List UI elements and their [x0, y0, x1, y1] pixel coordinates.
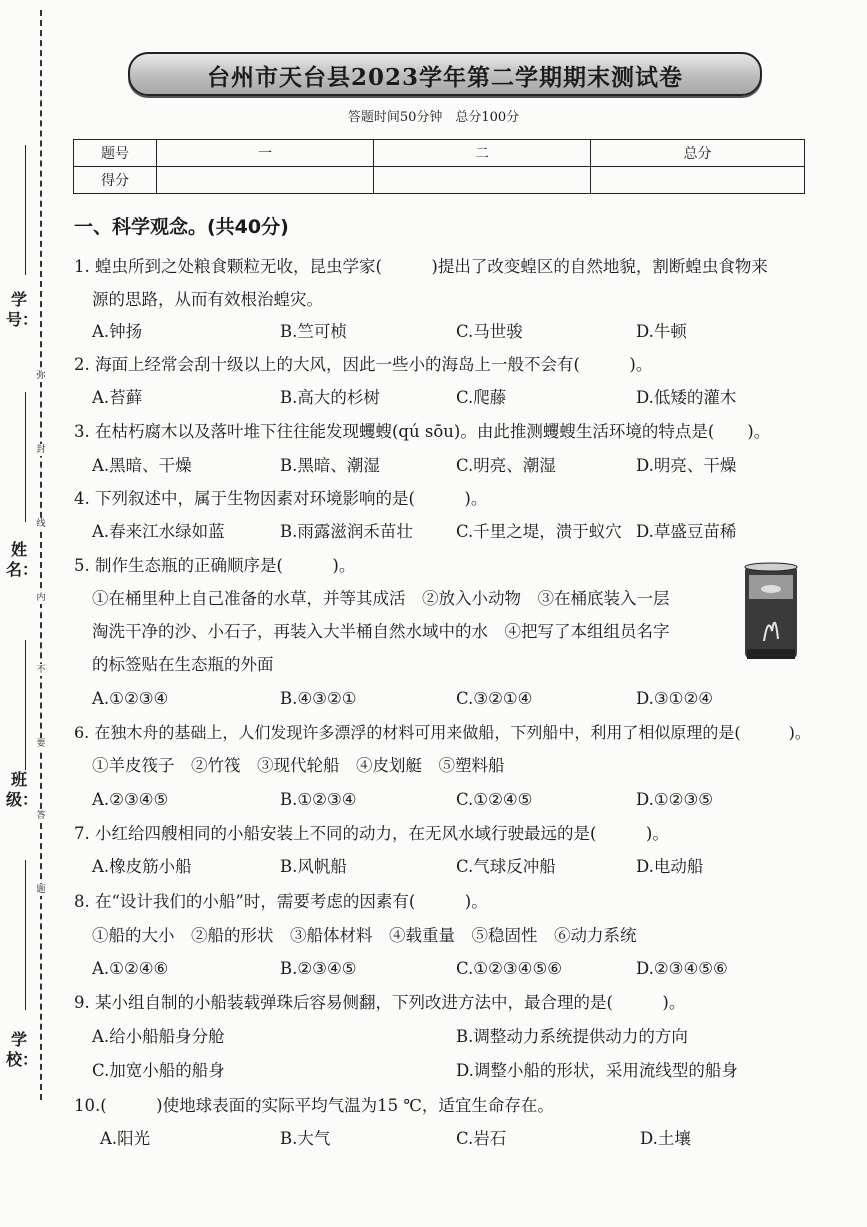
question-1-line: 源的思路，从而有效根治蝗灾。 — [92, 290, 323, 309]
question-8-line: 8. 在“设计我们的小船”时，需要考虑的因素有( )。 — [74, 892, 488, 911]
option: C.千里之堤，溃于蚁穴 — [456, 522, 622, 541]
question-1-line: 1. 蝗虫所到之处粮食颗粒无收，昆虫学家( )提出了改变蝗区的自然地貌，割断蝗虫食物来 — [74, 257, 768, 276]
option: C.马世骏 — [456, 322, 523, 341]
option: D.牛顿 — [636, 322, 687, 341]
option: D.草盛豆苗稀 — [636, 522, 737, 541]
option: C.爬藤 — [456, 388, 507, 407]
question-5-line: 的标签贴在生态瓶的外面 — [92, 655, 274, 674]
school-line — [25, 860, 26, 1010]
option: D.①②③⑤ — [636, 790, 714, 809]
class-label: 班级： — [6, 770, 39, 809]
binding-word: 封 — [34, 444, 48, 456]
binding-word: 弥 — [34, 370, 48, 382]
option: B.④③②① — [280, 689, 357, 708]
binding-dashed-line — [40, 10, 42, 1100]
option: A.①②③④ — [92, 689, 169, 708]
student-id-label: 学号： — [6, 290, 39, 329]
option: D.低矮的灌木 — [636, 388, 737, 407]
option: B.雨露滋润禾苗壮 — [280, 522, 413, 541]
binding-word: 题 — [34, 884, 48, 896]
question-4-line: 4. 下列叙述中，属于生物因素对环境影响的是( )。 — [74, 489, 488, 508]
option: C.③②①④ — [456, 689, 533, 708]
score-table — [73, 139, 805, 194]
option: A.春来江水绿如蓝 — [92, 522, 225, 541]
student-id-line — [25, 145, 26, 275]
question-7-line: 7. 小红给四艘相同的小船安装上不同的动力，在无风水域行驶最远的是( )。 — [74, 824, 669, 843]
binding-word: 线 — [34, 518, 48, 530]
option: D.明亮、干燥 — [636, 456, 737, 475]
table-cell: 二 — [374, 140, 591, 167]
option: D.土壤 — [640, 1129, 691, 1148]
question-9-line: 9. 某小组自制的小船装载弹珠后容易侧翻，下列改进方法中，最合理的是( )。 — [74, 993, 686, 1012]
option: A.阳光 — [100, 1129, 151, 1148]
table-cell: 得分 — [74, 167, 157, 194]
option: B.黑暗、潮湿 — [280, 456, 380, 475]
binding-word: 答 — [34, 810, 48, 822]
option: B.竺可桢 — [280, 322, 347, 341]
question-3-line: 3. 在枯朽腐木以及落叶堆下往往能发现蠼螋(qú sōu)。由此推测蠼螋生活环境的特点是( )。 — [74, 422, 771, 441]
page-title: 台州市天台县2023学年第二学期期末测试卷 — [206, 64, 683, 91]
option: D.调整小船的形状，采用流线型的船身 — [456, 1061, 738, 1080]
option: C.加宽小船的船身 — [92, 1061, 225, 1080]
option: D.③①②④ — [636, 689, 714, 708]
section-heading: 一、科学观念。(共40分) — [74, 216, 289, 238]
school-label: 学校： — [6, 1030, 39, 1069]
question-10-line: 10.( )使地球表面的实际平均气温为15 ℃，适宜生命存在。 — [74, 1096, 554, 1115]
question-8-line: ①船的大小 ②船的形状 ③船体材料 ④载重量 ⑤稳固性 ⑥动力系统 — [92, 926, 637, 945]
option: C.①②④⑤ — [456, 790, 533, 809]
question-5-line: 淘洗干净的沙、小石子，再装入大半桶自然水域中的水 ④把写了本组组员名字 — [92, 622, 670, 641]
class-line — [25, 640, 26, 770]
binding-word: 内 — [34, 592, 48, 604]
option: B.②③④⑤ — [280, 959, 357, 978]
table-row — [74, 140, 805, 167]
option: B.风帆船 — [280, 857, 347, 876]
option: A.钟扬 — [92, 322, 143, 341]
question-5-line: 5. 制作生态瓶的正确顺序是( )。 — [74, 556, 356, 575]
option: A.②③④⑤ — [92, 790, 169, 809]
option: D.电动船 — [636, 857, 704, 876]
question-6-line: ①羊皮筏子 ②竹筏 ③现代轮船 ④皮划艇 ⑤塑料船 — [92, 756, 505, 775]
question-6-line: 6. 在独木舟的基础上，人们发现许多漂浮的材料可用来做船，下列船中，利用了相似原理的是( )。 — [74, 723, 811, 742]
option: B.①②③④ — [280, 790, 357, 809]
score-input-cell[interactable] — [374, 167, 591, 194]
table-row — [74, 167, 805, 194]
option: B.大气 — [280, 1129, 331, 1148]
binding-word: 要 — [34, 738, 48, 750]
table-cell: 一 — [157, 140, 374, 167]
name-label: 姓名： — [6, 540, 39, 579]
name-line — [25, 392, 26, 522]
table-cell: 总分 — [591, 140, 805, 167]
title-banner — [128, 52, 762, 96]
ecological-bottle-image — [742, 561, 800, 665]
score-input-cell[interactable] — [157, 167, 374, 194]
option: A.给小船船身分舱 — [92, 1027, 225, 1046]
option: B.调整动力系统提供动力的方向 — [456, 1027, 688, 1046]
option: A.黑暗、干燥 — [92, 456, 192, 475]
option: C.气球反冲船 — [456, 857, 556, 876]
exam-info: 答题时间50分钟 总分100分 — [347, 110, 520, 125]
option: A.苔藓 — [92, 388, 143, 407]
option: D.②③④⑤⑥ — [636, 959, 728, 978]
option: B.高大的杉树 — [280, 388, 380, 407]
question-2-line: 2. 海面上经常会刮十级以上的大风，因此一些小的海岛上一般不会有( )。 — [74, 355, 653, 374]
question-5-line: ①在桶里种上自己准备的水草，并等其成活 ②放入小动物 ③在桶底装入一层 — [92, 589, 670, 608]
option: C.明亮、潮湿 — [456, 456, 556, 475]
option: C.岩石 — [456, 1129, 507, 1148]
binding-word: 不 — [34, 664, 48, 676]
option: A.橡皮筋小船 — [92, 857, 192, 876]
option: C.①②③④⑤⑥ — [456, 959, 563, 978]
option: A.①②④⑥ — [92, 959, 169, 978]
table-cell: 题号 — [74, 140, 157, 167]
score-input-cell[interactable] — [591, 167, 805, 194]
